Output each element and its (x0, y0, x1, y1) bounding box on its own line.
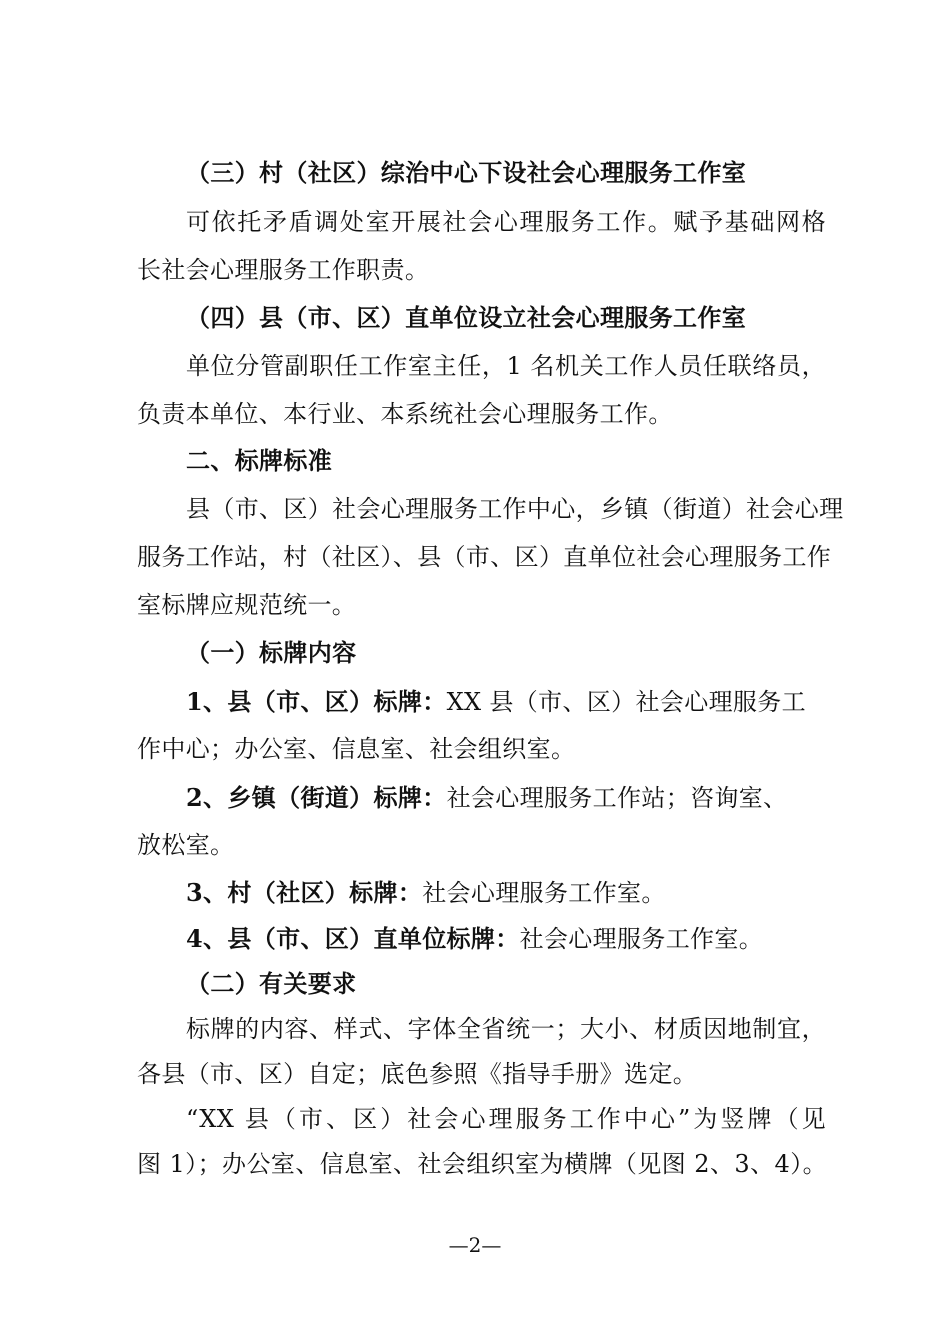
signage-item-label: 1、县（市、区）标牌： (186, 687, 447, 716)
paragraph-line: 各县（市、区）自定；底色参照《指导手册》选定。 (137, 1060, 698, 1088)
paragraph-line: 负责本单位、本行业、本系统社会心理服务工作。 (137, 400, 673, 428)
paragraph-line: 单位分管副职任工作室主任，1 名机关工作人员任联络员， (186, 352, 826, 380)
paragraph-line: 作中心；办公室、信息室、社会组织室。 (137, 735, 576, 763)
subsection-heading-signage-content: （一）标牌内容 (186, 639, 357, 667)
subsection-heading-requirements: （二）有关要求 (186, 970, 357, 998)
signage-item-2 (186, 783, 826, 813)
signage-item-label: 3、村（社区）标牌： (186, 878, 423, 907)
signage-item-label: 4、县（市、区）直单位标牌： (186, 924, 520, 953)
signage-item-text: 社会心理服务工作室。 (422, 879, 666, 907)
page-number: —2— (448, 1233, 502, 1257)
signage-item-label: 2、乡镇（街道）标牌： (186, 783, 447, 812)
signage-item-text: 社会心理服务工作站；咨询室、 (446, 784, 788, 812)
paragraph-line: 可依托矛盾调处室开展社会心理服务工作。赋予基础网格 (186, 208, 826, 236)
paragraph-line: 县（市、区）社会心理服务工作中心，乡镇（街道）社会心理 (186, 495, 844, 523)
section-heading-4: （四）县（市、区）直单位设立社会心理服务工作室 (186, 304, 747, 332)
paragraph-line: 标牌的内容、样式、字体全省统一；大小、材质因地制宜， (186, 1015, 826, 1043)
signage-item-1 (186, 687, 826, 717)
paragraph-line: 放松室。 (137, 831, 235, 859)
paragraph-line: “XX 县（市、区）社会心理服务工作中心”为竖牌（见 (186, 1105, 826, 1133)
signage-item-3 (186, 878, 826, 908)
paragraph-line: 室标牌应规范统一。 (137, 591, 357, 619)
section-title-signage-standard: 二、标牌标准 (186, 447, 333, 475)
signage-item-text: XX 县（市、区）社会心理服务工 (446, 688, 806, 716)
paragraph-line: 图 1）；办公室、信息室、社会组织室为横牌（见图 2、3、4）。 (137, 1150, 827, 1178)
paragraph-line: 服务工作站，村（社区）、县（市、区）直单位社会心理服务工作 (137, 543, 832, 571)
signage-item-text: 社会心理服务工作室。 (519, 925, 764, 953)
section-heading-3: （三）村（社区）综治中心下设社会心理服务工作室 (186, 159, 747, 187)
paragraph-line: 长社会心理服务工作职责。 (137, 256, 430, 284)
signage-item-4 (186, 924, 826, 954)
